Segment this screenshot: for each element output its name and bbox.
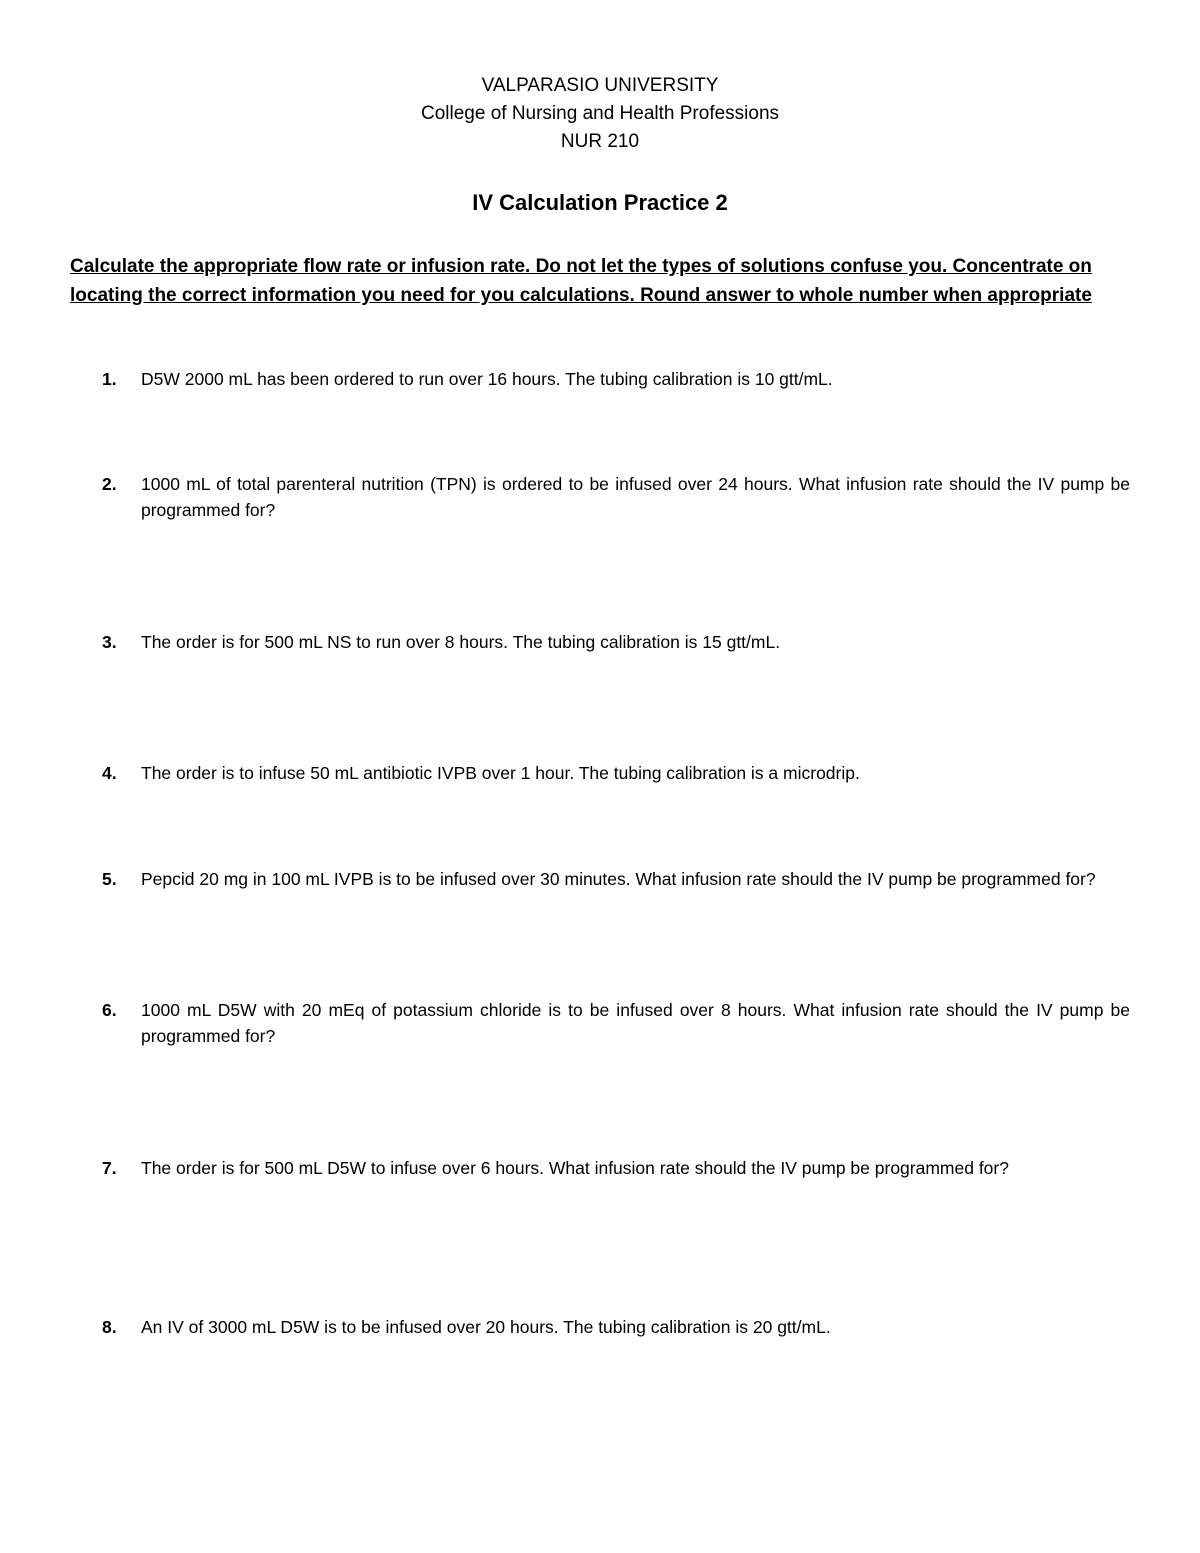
question-item [70,366,1130,392]
college-name: College of Nursing and Health Professions [420,103,780,124]
university-name: VALPARASIO UNIVERSITY [481,75,719,96]
document-title: IV Calculation Practice 2 [472,190,728,215]
question-text: The order is for 500 mL D5W to infuse over 6 hours. What infusion rate should the IV pump be programmed for? [141,1158,1009,1178]
question-number: 6. [102,1000,117,1020]
course-code: NUR 210 [560,131,640,152]
question-text: 1000 mL D5W with 20 mEq of potassium chloride is to be infused over 8 hours. What infusion rate should the IV pump be programmed for? [141,1000,1130,1046]
question-item [70,866,1130,892]
question-item [70,760,1130,786]
question-text: 1000 mL of total parenteral nutrition (TPN) is ordered to be infused over 24 hours. What infusion rate should the IV pump be programmed for? [141,474,1130,520]
question-number: 3. [102,632,117,652]
question-text: Pepcid 20 mg in 100 mL IVPB is to be infused over 30 minutes. What infusion rate should the IV pump be programmed for? [141,869,1096,889]
question-number: 5. [102,869,117,889]
question-text: The order is to infuse 50 mL antibiotic IVPB over 1 hour. The tubing calibration is a microdrip. [141,763,860,783]
question-text: D5W 2000 mL has been ordered to run over 16 hours. The tubing calibration is 10 gtt/mL. [141,369,833,389]
question-number: 7. [102,1158,117,1178]
question-number: 4. [102,763,117,783]
question-item [70,471,1130,523]
question-number: 2. [102,474,117,494]
question-text: The order is for 500 mL NS to run over 8 hours. The tubing calibration is 15 gtt/mL. [141,632,781,652]
question-item [70,997,1130,1049]
question-number: 1. [102,369,117,389]
question-item [70,1155,1130,1181]
question-text: An IV of 3000 mL D5W is to be infused over 20 hours. The tubing calibration is 20 gtt/mL. [141,1317,831,1337]
question-item [70,1314,1130,1340]
instructions: Calculate the appropriate flow rate or infusion rate. Do not let the types of solutions confuse you. Concentrate on locating the correct information you need for you calculations. Round answer to whole number when appropriate [70,256,1092,306]
document-header [0,72,1200,156]
question-item [70,629,1130,655]
question-number: 8. [102,1317,117,1337]
